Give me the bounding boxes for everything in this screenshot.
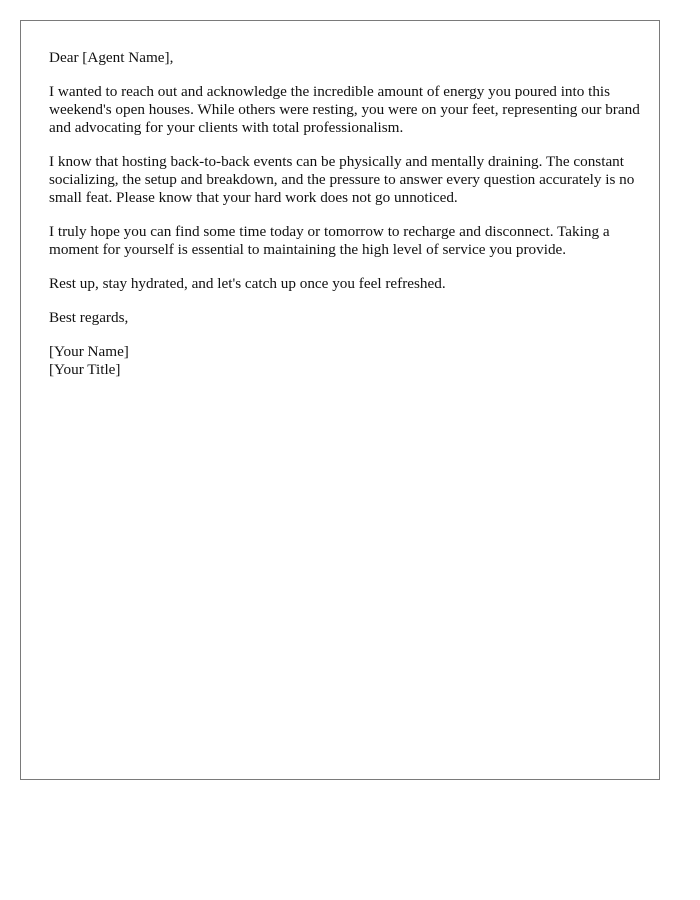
letter-body <box>49 49 641 395</box>
signature-block <box>49 343 641 379</box>
paragraph-rest-up: Rest up, stay hydrated, and let's catch up once you feel refreshed. <box>49 275 446 292</box>
salutation: Dear [Agent Name], <box>49 49 174 66</box>
closing: Best regards, <box>49 309 129 326</box>
paragraph-acknowledgement: I wanted to reach out and acknowledge the incredible amount of energy you poured into this weekend's open houses. While others were resting, you were on your feet, representing our brand and advocating for your clients with total professionalism. <box>49 83 640 136</box>
paragraph-recharge: I truly hope you can find some time today or tomorrow to recharge and disconnect. Taking a moment for yourself is essential to maintaining the high level of service you provide. <box>49 223 610 258</box>
signature-name: [Your Name] <box>49 343 129 360</box>
paragraph-draining-events: I know that hosting back-to-back events can be physically and mentally draining. The constant socializing, the setup and breakdown, and the pressure to answer every question accurately is no small feat. Please know that your hard work does not go unnoticed. <box>49 153 635 206</box>
signature-title: [Your Title] <box>49 361 121 378</box>
letter-frame <box>20 20 660 780</box>
